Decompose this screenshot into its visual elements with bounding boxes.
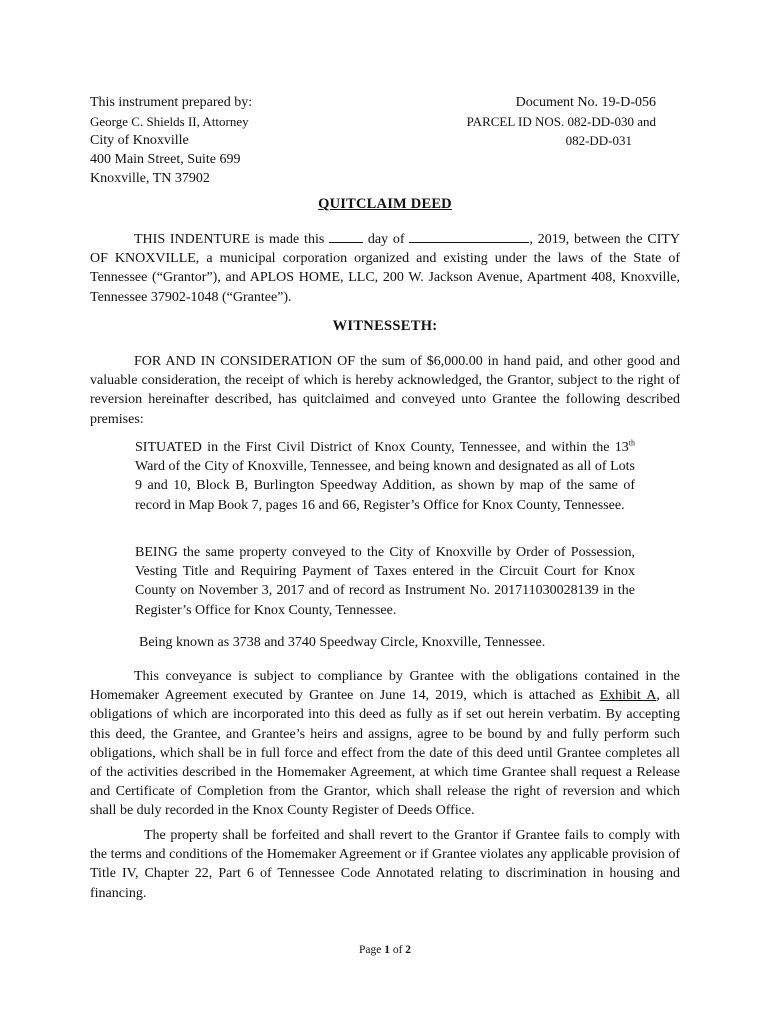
page-total: 2	[405, 944, 412, 956]
ordinal-suffix: th	[628, 438, 635, 448]
indenture-text-3: , 2019, between the CITY OF KNOXVILLE, a municipal corporation organized and existing under the laws of the State of Tennessee (“Grantor”), and APLOS HOME, LLC, 200 W. Jackson Avenue, Apartment 408, Knoxville, Tennessee 37902-1048 (“Grantee”).	[90, 232, 681, 305]
known-as-paragraph: Being known as 3738 and 3740 Speedway Circle, Knoxville, Tennessee.	[139, 635, 546, 650]
situated-text-2: Ward of the City of Knoxville, Tennessee, and being known and designated as all of Lots 9 and 10, Block B, Burlington Speedway Addition, as shown by map of the same of record in Map Book 7, pages 16 and 66, Register’s Office for Knox County, Tennessee.	[135, 459, 635, 513]
page-number: 1	[384, 944, 390, 956]
situated-text-1: SITUATED in the First Civil District of Knox County, Tennessee, and within the 13	[135, 440, 629, 455]
consideration-paragraph	[90, 352, 680, 429]
conveyance-text-2: , all obligations of which are incorporated into this deed as fully as if set out herein verbatim. By accepting this deed, the Grantee, and Grantee’s heirs and assigns, agree to be bound by and fully perform such obligations, which shall be in full force and effect from the date of this deed until Grantee completes all of the activities described in the Homemaker Agreement, at which time Grantee shall request a Release and Certificate of Completion from the Grantor, which shall release the right of reversion and which shall be duly recorded in the Knox County Register of Deeds Office.	[90, 688, 680, 819]
document-number: Document No. 19-D-056	[515, 95, 656, 110]
preparer-street: 400 Main Street, Suite 699	[90, 152, 241, 167]
forfeiture-text: The property shall be forfeited and shall revert to the Grantor if Grantee fails to comply with the terms and conditions of the Homemaker Agreement or if Grantee violates any applicable provision of Title IV, Chapter 22, Part 6 of Tennessee Code Annotated relating to discrimination in housing and financing.	[90, 828, 680, 901]
day-blank	[329, 230, 363, 243]
preparer-city: Knoxville, TN 37902	[90, 171, 210, 186]
parcel-ids-line2: 082-DD-031	[565, 133, 632, 148]
situated-paragraph	[135, 438, 635, 515]
deed-title: QUITCLAIM DEED	[318, 196, 452, 212]
conveyance-text-1: This conveyance is subject to compliance by Grantee with the obligations contained in the Homemaker Agreement executed by Grantee on June 14, 2019, which is attached as	[90, 669, 680, 704]
page-word: Page	[358, 944, 382, 956]
of-word: of	[392, 944, 403, 956]
consideration-text: FOR AND IN CONSIDERATION OF the sum of $6,000.00 in hand paid, and other good and valuable consideration, the receipt of which is hereby acknowledged, the Grantor, subject to the right of reversion hereinafter described, has quitclaimed and conveyed unto Grantee the following described premises:	[90, 354, 680, 427]
prepared-by-line: This instrument prepared by:	[90, 95, 253, 110]
exhibit-a-reference: Exhibit A	[599, 688, 657, 704]
indenture-text-1: THIS INDENTURE is made this	[134, 232, 325, 247]
conveyance-paragraph	[90, 667, 680, 821]
being-paragraph: BEING the same property conveyed to the City of Knoxville by Order of Possession, Vesting Title and Requiring Payment of Taxes entered in the Circuit Court for Knox County on November 3, 2017 and of record as Instrument No. 201711030028139 in the Register’s Office for Knox County, Tennessee.	[135, 545, 635, 618]
indenture-text-2: day of	[367, 232, 405, 247]
attorney-name: George C. Shields II, Attorney	[90, 114, 249, 129]
month-blank	[409, 230, 529, 243]
forfeiture-paragraph	[90, 826, 680, 903]
parcel-ids-line1: PARCEL ID NOS. 082-DD-030 and	[466, 114, 656, 129]
witnesseth-heading: WITNESSETH:	[332, 318, 438, 334]
preparer-org: City of Knoxville	[90, 133, 189, 148]
page-footer	[0, 944, 770, 956]
indenture-paragraph	[90, 230, 680, 307]
document-ids	[336, 93, 656, 150]
